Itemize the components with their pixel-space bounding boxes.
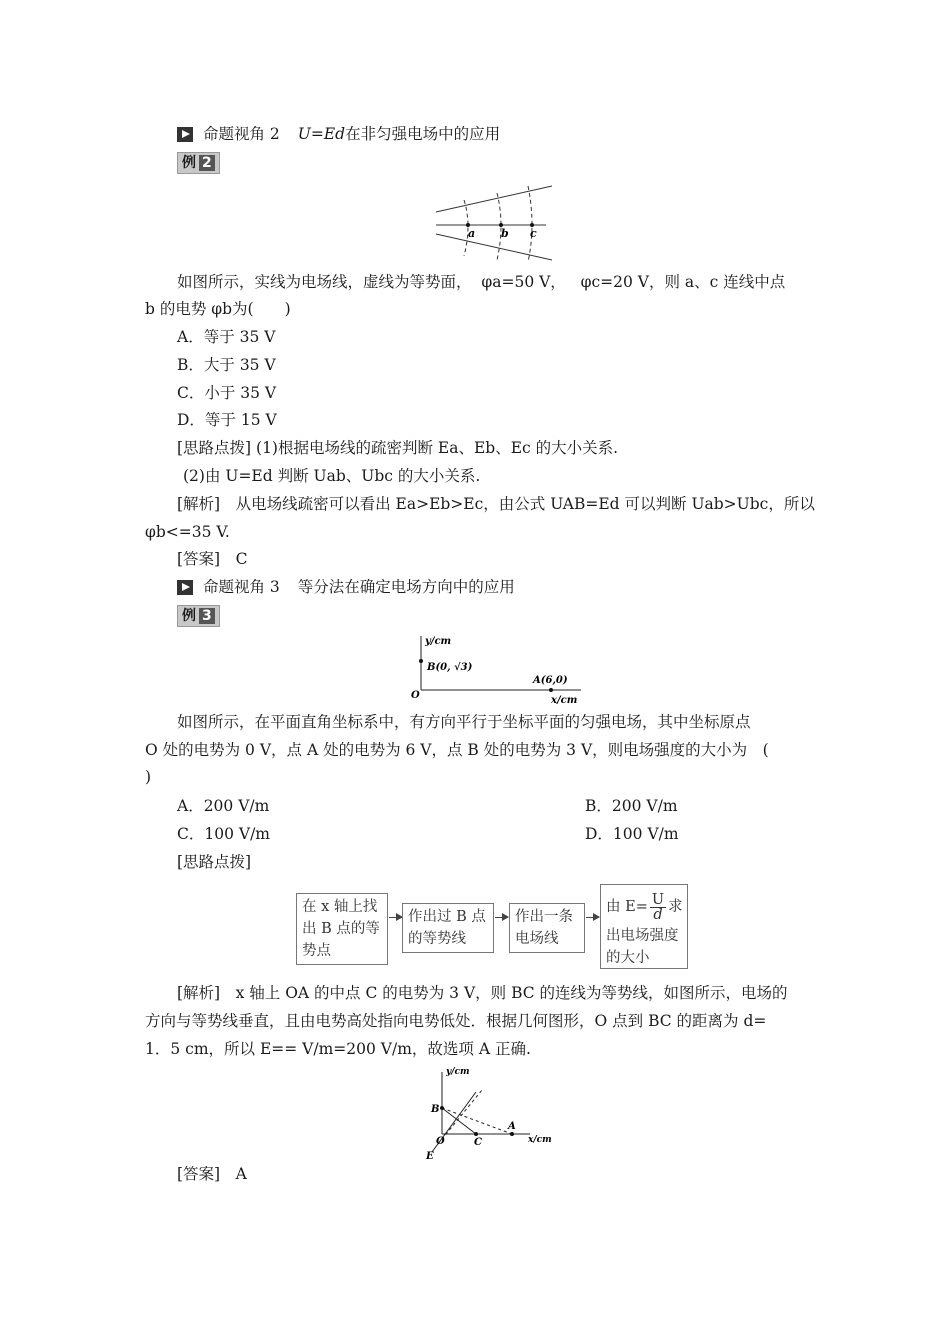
- flow-step-4: 由 E= $\frac{U}{d}$ 求 出电场强度 的大小: [600, 884, 688, 969]
- label-b: B: [431, 1104, 440, 1115]
- analysis-2-line-1: [解析] 从电场线疏密可以看出 Ea>Eb>Ec，由公式 UAB=Ed 可以判断 Uab>Ubc，所以: [177, 495, 815, 513]
- question-2-line-1: 如图所示，实线为电场线，虚线为等势面， φa=50 V， φc=20 V，则 a、c 连线中点: [177, 273, 786, 291]
- fraction-denominator: d: [653, 906, 663, 923]
- coordinate-figure-2: [424, 1064, 560, 1160]
- analysis-2-line-2: φb<=35 V.: [145, 523, 230, 541]
- answer-2: [答案] C: [177, 550, 248, 568]
- flow-step-3: 作出一条 电场线: [509, 903, 585, 953]
- option-3d: D．100 V/m: [585, 825, 679, 843]
- label-b: b: [501, 227, 509, 240]
- phi-a: φa=50 V，: [481, 273, 566, 291]
- coordinate-figure-1: [405, 632, 585, 706]
- flow-arrow-icon: [495, 917, 508, 918]
- question-3-line-1: 如图所示，在平面直角坐标系中，有方向平行于坐标平面的匀强电场，其中坐标原点: [177, 713, 751, 731]
- hint-2-line-2: (2)由 U=Ed 判断 Uab、Ubc 的大小关系.: [183, 467, 481, 485]
- play-triangle-icon: [177, 127, 193, 142]
- section-3-prefix: 命题视角 3: [203, 578, 280, 596]
- flow-arrow-icon: [389, 917, 402, 918]
- y-axis-label: y/cm: [446, 1067, 470, 1077]
- section-2-title: [177, 124, 500, 144]
- analysis-3-line-1: [解析] x 轴上 OA 的中点 C 的电势为 3 V，则 BC 的连线为等势线，如图所示，电场的: [177, 984, 788, 1002]
- option-3b: B．200 V/m: [585, 797, 678, 815]
- section-2-prefix: 命题视角 2: [203, 125, 280, 143]
- label-c: C: [474, 1137, 482, 1148]
- flow-step-2: 作出过 B 点 的等势线: [402, 903, 494, 953]
- section-3-title: [177, 577, 515, 597]
- question-3-line-2: O 处的电势为 0 V，点 A 处的电势为 6 V，点 B 处的电势为 3 V，则电场强度的大小为 (: [145, 741, 769, 759]
- section-3-title-text: 等分法在确定电场方向中的应用: [297, 578, 515, 596]
- y-axis-label: y/cm: [425, 636, 452, 647]
- section-2-formula: U=Ed: [297, 125, 346, 143]
- option-2c: C．小于 35 V: [177, 384, 277, 402]
- flow-step-1: 在 x 轴上找 出 B 点的等 势点: [296, 893, 388, 965]
- label-e: E: [426, 1151, 434, 1160]
- option-2d: D．等于 15 V: [177, 411, 277, 429]
- example-2-badge: [177, 152, 220, 174]
- question-2-line-2: b 的电势 φb为( ): [145, 300, 291, 318]
- question-3-line-3: ): [145, 768, 152, 786]
- point-b-label: B(0, √3): [427, 662, 473, 673]
- x-axis-label: x/cm: [551, 695, 578, 706]
- example-number: 2: [199, 155, 215, 171]
- x-axis-label: x/cm: [528, 1135, 552, 1145]
- example-3-badge: [177, 605, 220, 627]
- analysis-3-line-3: 1．5 cm，所以 E== V/m=200 V/m，故选项 A 正确.: [145, 1040, 531, 1058]
- fraction-numerator: U: [651, 891, 665, 908]
- label-c: c: [530, 227, 537, 240]
- play-triangle-icon: [177, 580, 193, 595]
- hint-3-label: [思路点拨]: [177, 853, 252, 871]
- option-3a: A．200 V/m: [177, 797, 270, 815]
- origin-label: O: [411, 690, 420, 701]
- example-label: 例: [182, 155, 196, 171]
- option-3c: C．100 V/m: [177, 825, 270, 843]
- example-number: 3: [199, 608, 215, 624]
- origin-label: O: [436, 1136, 445, 1147]
- label-a: A: [508, 1121, 516, 1132]
- example-label: 例: [182, 608, 196, 624]
- label-a: a: [468, 227, 476, 240]
- point-a-label: A(6,0): [533, 675, 568, 686]
- hint-2-line-1: [思路点拨] (1)根据电场线的疏密判断 Ea、Eb、Ec 的大小关系.: [177, 439, 619, 457]
- section-2-title-text: 在非匀强电场中的应用: [345, 125, 501, 143]
- analysis-3-line-2: 方向与等势线垂直，且由电势高处指向电势低处．根据几何图形，O 点到 BC 的距离为 d=: [145, 1012, 767, 1030]
- flow-arrow-icon: [586, 917, 599, 918]
- option-2b: B．大于 35 V: [177, 356, 276, 374]
- field-lines-figure: [434, 180, 554, 262]
- answer-3: [答案] A: [177, 1165, 247, 1183]
- phi-c: φc=20 V，则 a、c 连线中点: [580, 273, 786, 291]
- option-2a: A．等于 35 V: [177, 328, 276, 346]
